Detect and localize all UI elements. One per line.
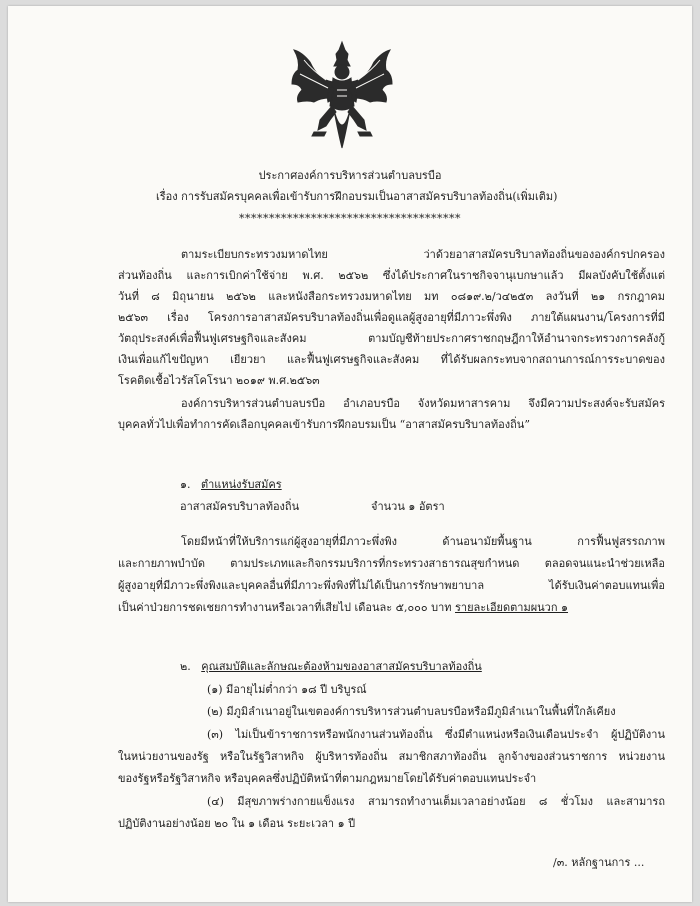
announcement-title: ประกาศองค์การบริหารส่วนตำบลบรบือ [258, 169, 442, 182]
intro-paragraph-1-line: ๒๕๖๓ เรื่อง โครงการอาสาสมัครบริบาลท้องถิ่นเพื่อดูแลผู้สูงอายุที่มีภาวะพึ่งพิง ภายใต้แผนงาน/โครงการที่มี [118, 311, 665, 324]
subject-label: เรื่อง [156, 190, 178, 203]
garuda-emblem-icon [290, 40, 394, 152]
intro-paragraph-2-line: องค์การบริหารส่วนตำบลบรบือ อำเภอบรบือ จังหวัดมหาสารคาม จึงมีความประสงค์จะรับสมัคร [181, 397, 665, 410]
duty-line-last [118, 598, 568, 619]
intro-paragraph-1-line: ตามระเบียบกระทรวงมหาดไทย ว่าด้วยอาสาสมัครบริบาลท้องถิ่นขององค์กรปกครอง [181, 248, 665, 261]
duty-line: โดยมีหน้าที่ให้บริการแก่ผู้สูงอายุที่มีภาวะพึ่งพิง ด้านอนามัยพื้นฐาน การฟื้นฟูสรรถภาพ [181, 535, 665, 548]
section-2-title: คุณสมบัติและลักษณะต้องห้ามของอาสาสมัครบริบาลท้องถิ่น [201, 660, 482, 673]
announcement-subject [156, 187, 557, 208]
intro-paragraph-1-line: เงินเพื่อแก้ไขปัญหา เยียวยา และฟื้นฟูเศรษฐกิจและสังคม ที่ได้รับผลกระทบจากสถานการณ์การระบาดของ [118, 353, 665, 366]
section-1-title: ตำแหน่งรับสมัคร [200, 478, 282, 491]
section-1-number: ๑. [180, 478, 191, 491]
section-1-heading [180, 475, 282, 496]
duty-pay-text: เป็นค่าป่วยการชดเชยการทำงานหรือเวลาที่เสียไป เดือนละ ๕,๐๐๐ บาท [118, 601, 456, 614]
subject-text: การรับสมัครบุคคลเพื่อเข้ารับการฝึกอบรมเป็นอาสาสมัครบริบาลท้องถิ่น(เพิ่มเติม) [181, 190, 558, 203]
qualification-item-1: (๑) มีอายุไม่ต่ำกว่า ๑๘ ปี บริบูรณ์ [207, 683, 367, 696]
duty-line: และกายภาพบำบัด ตามประเภทและกิจกรรมบริการที่กระทรวงสาธารณสุขกำหนด ตลอดจนแนะนำช่วยเหลือ [118, 557, 665, 570]
qualification-item-3-line: ของรัฐหรือรัฐวิสาหกิจ หรือบุคคลซึ่งปฏิบัติหน้าที่ตามกฎหมายโดยได้รับค่าตอบแทนประจำ [118, 772, 537, 785]
intro-paragraph-1-line: โรคติดเชื้อไวรัสโคโรนา ๒๐๑๙ พ.ศ.๒๕๖๓ [118, 374, 320, 387]
qualification-item-3-line: (๓) ไม่เป็นข้าราชการหรือพนักงานส่วนท้องถิ่น ซึ่งมีตำแหน่งหรือเงินเดือนประจำ ผู้ปฏิบัติงาน [207, 728, 665, 741]
section-2-heading [180, 657, 482, 678]
duty-line: ผู้สูงอายุที่มีภาวะพึ่งพิงและบุคคลอื่นที่มีภาวะพึ่งพิงที่ไม่ได้เป็นการรักษาพยาบาล ได้รับเงินค่าตอบแทนเพื่อ [118, 579, 665, 592]
header-separator: ************************************* [239, 212, 461, 225]
intro-paragraph-1-line: วัตถุประสงค์เพื่อฟื้นฟูเศรษฐกิจและสังคม ตามบัญชีท้ายประกาศราชกฤษฎีกาให้อำนาจกระทรวงการคลังกู้ [118, 332, 665, 345]
document-page [8, 6, 692, 902]
section-2-number: ๒. [180, 660, 191, 673]
qualification-item-3-line: ในหน่วยงานของรัฐ หรือในรัฐวิสาหกิจ ผู้บริหารท้องถิ่น สมาชิกสภาท้องถิ่น ลูกจ้างของส่วนราชการ หน่วยงาน [118, 750, 665, 763]
qualification-item-2: (๒) มีภูมิลำเนาอยู่ในเขตองค์การบริหารส่วนตำบลบรบือหรือมีภูมิลำเนาในพื้นที่ใกล้เคียง [207, 705, 616, 718]
qualification-item-4-line: (๔) มีสุขภาพร่างกายแข็งแรง สามารถทำงานเต็มเวลาอย่างน้อย ๘ ชั่วโมง และสามารถ [207, 795, 665, 808]
intro-paragraph-1-line: วันที่ ๘ มิถุนายน ๒๕๖๒ และหนังสือกระทรวงมหาดไทย มท ๐๘๑๙.๒/ว๔๒๕๓ ลงวันที่ ๒๑ กรกฎาคม [118, 290, 665, 303]
position-count: จำนวน ๑ อัตรา [371, 500, 445, 513]
page-continuation: /๓. หลักฐานการ ... [553, 856, 645, 869]
intro-paragraph-1-line: ส่วนท้องถิ่น และการเบิกค่าใช้จ่าย พ.ศ. ๒๕๖๒ ซึ่งได้ประกาศในราชกิจจานุเบกษาแล้ว มีผลบังคับใช้ตั้งแต่ [118, 269, 665, 282]
appendix-1-reference: รายละเอียดตามผนวก ๑ [455, 601, 569, 614]
qualification-item-4-line: ปฏิบัติงานอย่างน้อย ๒๐ ใน ๑ เดือน ระยะเวลา ๑ ปี [118, 817, 356, 830]
position-name: อาสาสมัครบริบาลท้องถิ่น [180, 500, 300, 513]
intro-paragraph-2-line: บุคคลทั่วไปเพื่อทำการคัดเลือกบุคคลเข้ารับการฝึกอบรมเป็น “อาสาสมัครบริบาลท้องถิ่น” [118, 418, 530, 431]
